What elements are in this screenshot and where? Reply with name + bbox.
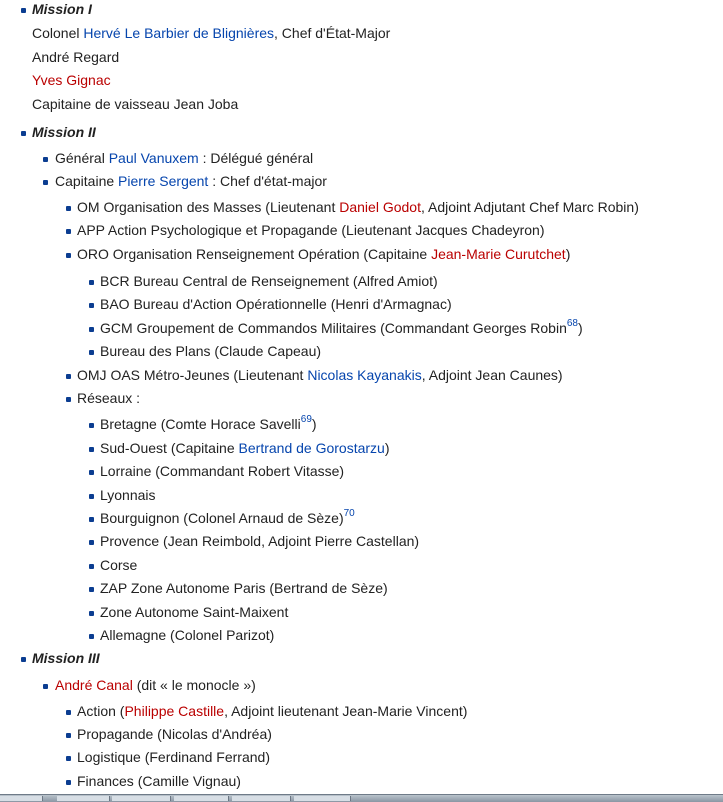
mission-heading: Mission III (32, 650, 100, 666)
bullet (66, 229, 71, 234)
reseau-line (100, 416, 317, 433)
unit-line: Logistique (Ferdinand Ferrand) (77, 749, 270, 765)
unit-line: APP Action Psychologique et Propagande (Lieutenant Jacques Chadeyron) (77, 222, 545, 238)
person-link[interactable]: Philippe Castille (124, 703, 225, 719)
leader-prefix: Capitaine (55, 173, 119, 189)
bullet (43, 180, 48, 185)
taskbar-button[interactable] (294, 796, 351, 801)
person-link[interactable]: Paul Vanuxem (108, 150, 199, 166)
leader-line (55, 150, 313, 167)
bullet (66, 780, 71, 785)
mission-heading: Mission I (32, 1, 92, 17)
reseau-line (100, 510, 355, 527)
reseau-text: Sud-Ouest (Capitaine (100, 440, 239, 456)
member-line: Capitaine de vaisseau Jean Joba (32, 96, 239, 112)
leader-line (55, 173, 327, 190)
bullet (89, 611, 94, 616)
subunit-line (100, 320, 583, 337)
bullet (66, 206, 71, 211)
bullet (21, 131, 26, 136)
bullet (66, 374, 71, 379)
footnote-ref[interactable]: 68 (566, 318, 578, 329)
bullet (66, 397, 71, 402)
bullet (89, 494, 94, 499)
bullet (89, 564, 94, 569)
member-line (32, 25, 390, 42)
member-suffix: , Chef d'État-Major (274, 25, 391, 41)
footnote-ref[interactable]: 70 (343, 508, 355, 519)
bullet (89, 423, 94, 428)
reseau-line: Lyonnais (100, 487, 156, 503)
reseau-line (100, 440, 390, 457)
member-line (32, 72, 111, 89)
unit-line: Finances (Camille Vignau) (77, 773, 241, 789)
unit-line (77, 367, 563, 384)
reseau-suffix: ) (384, 440, 390, 456)
bullet (66, 710, 71, 715)
bullet (89, 327, 94, 332)
member-prefix: Colonel (32, 25, 84, 41)
taskbar-button[interactable] (174, 796, 229, 801)
leader-prefix: Général (55, 150, 109, 166)
person-link[interactable]: Hervé Le Barbier de Blignières (83, 25, 275, 41)
unit-prefix: ORO Organisation Renseignement Opération (Capitaine (77, 246, 432, 262)
person-link[interactable]: Nicolas Kayanakis (307, 367, 422, 383)
taskbar-button[interactable] (0, 796, 43, 801)
bullet (66, 756, 71, 761)
leader-suffix: : Délégué général (198, 150, 314, 166)
person-link[interactable]: Daniel Godot (339, 199, 421, 215)
reseau-line: Zone Autonome Saint-Maixent (100, 604, 289, 620)
bullet (89, 517, 94, 522)
unit-line (77, 246, 570, 263)
subunit-line: BCR Bureau Central de Renseignement (Alfred Amiot) (100, 273, 438, 289)
unit-line (77, 703, 467, 720)
bullet (43, 684, 48, 689)
taskbar-button[interactable] (232, 796, 291, 801)
bullet (66, 733, 71, 738)
bullet (89, 634, 94, 639)
taskbar-button[interactable] (112, 796, 171, 801)
unit-prefix: OM Organisation des Masses (Lieutenant (77, 199, 340, 215)
bullet (43, 157, 48, 162)
bullet (89, 280, 94, 285)
leader-line (55, 677, 256, 694)
subunit-line: Bureau des Plans (Claude Capeau) (100, 343, 322, 359)
person-link[interactable]: Pierre Sergent (118, 173, 209, 189)
reseau-line: ZAP Zone Autonome Paris (Bertrand de Sèze) (100, 580, 388, 596)
bullet (89, 350, 94, 355)
bullet (66, 253, 71, 258)
mission-heading: Mission II (32, 124, 96, 140)
unit-prefix: Action ( (77, 703, 125, 719)
reseau-line: Corse (100, 557, 138, 573)
bullet (89, 587, 94, 592)
bullet (89, 470, 94, 475)
unit-prefix: OMJ OAS Métro-Jeunes (Lieutenant (77, 367, 308, 383)
unit-line: Propagande (Nicolas d'Andréa) (77, 726, 272, 742)
person-link[interactable]: André Canal (55, 677, 133, 693)
bullet (89, 303, 94, 308)
unit-suffix: , Adjoint Jean Caunes) (421, 367, 563, 383)
bullet (21, 657, 26, 662)
leader-suffix: (dit « le monocle ») (132, 677, 256, 693)
subunit-suffix: ) (577, 320, 583, 336)
bullet (89, 447, 94, 452)
unit-suffix: , Adjoint Adjutant Chef Marc Robin) (420, 199, 639, 215)
unit-line (77, 199, 639, 216)
unit-suffix: , Adjoint lieutenant Jean-Marie Vincent) (224, 703, 468, 719)
subunit-text: GCM Groupement de Commandos Militaires (Commandant Georges Robin (100, 320, 567, 336)
reseau-line: Allemagne (Colonel Parizot) (100, 627, 275, 643)
reseau-line: Provence (Jean Reimbold, Adjoint Pierre Castellan) (100, 533, 420, 549)
bullet (21, 8, 26, 13)
unit-suffix: ) (565, 246, 571, 262)
reseau-text: Bourguignon (Colonel Arnaud de Sèze) (100, 510, 344, 526)
leader-suffix: : Chef d'état-major (208, 173, 327, 189)
reseau-text: Bretagne (Comte Horace Savelli (100, 416, 301, 432)
person-link[interactable]: Jean-Marie Curutchet (431, 246, 566, 262)
person-link[interactable]: Bertrand de Gorostarzu (238, 440, 385, 456)
footnote-ref[interactable]: 69 (300, 414, 312, 425)
taskbar-button[interactable] (57, 796, 110, 801)
reseau-line: Lorraine (Commandant Robert Vitasse) (100, 463, 345, 479)
reseaux-label: Réseaux : (77, 390, 141, 406)
member-line: André Regard (32, 49, 120, 65)
person-link[interactable]: Yves Gignac (32, 72, 111, 88)
bullet (89, 540, 94, 545)
subunit-line: BAO Bureau d'Action Opérationnelle (Henri d'Armagnac) (100, 296, 452, 312)
reseau-suffix: ) (311, 416, 317, 432)
